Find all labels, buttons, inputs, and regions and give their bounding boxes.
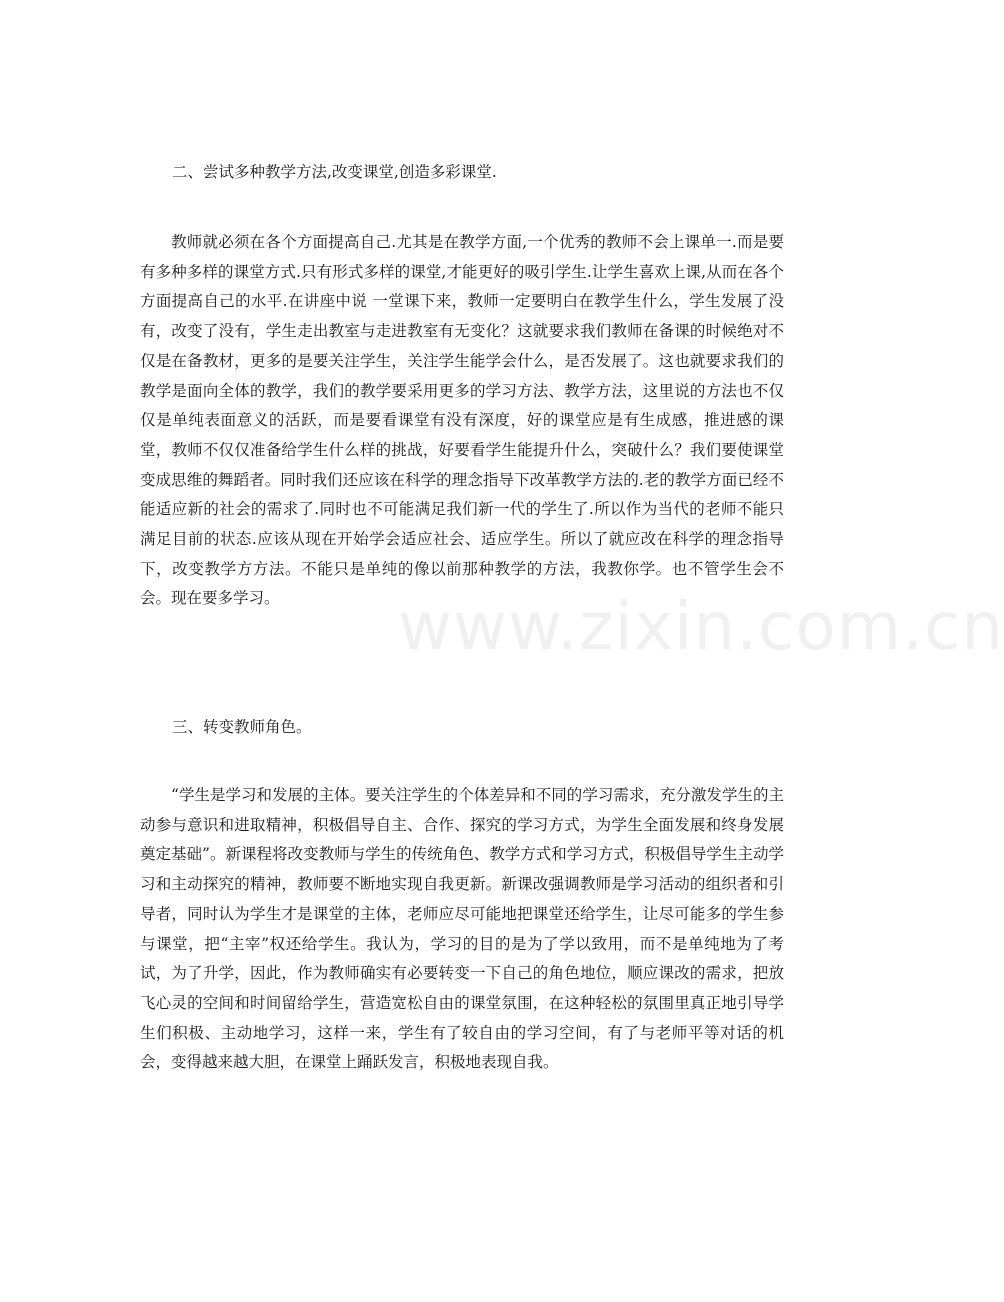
section-heading-2: 二、尝试多种教学方法,改变课堂,创造多彩课堂. [172,163,497,181]
watermark: www.zixin.com.cn [398,588,1004,665]
section-paragraph-2: 教师就必须在各个方面提高自己.尤其是在教学方面,一个优秀的教师不会上课单一.而是要有多种多样的课堂方式.只有形式多样的课堂,才能更好的吸引学生.让学生喜欢上课,从而在各个方面提高自己的水平.在讲座中说 一堂课下来，教师一定要明白在教学生什么，学生发展了没有，改变了没有，学生走出教室与走进教室有无变化？这就要求我们教师在备课的时候绝对不仅是在备教材，更多的是要关注学生，关注学生能学会什么，是否发展了。这也就要求我们的教学是面向全体的教学，我们的教学要采用更多的学习方法、教学方法，这里说的方法也不仅仅是单纯表面意义的活跃，而是要看课堂有没有深度，好的课堂应是有生成感，推进感的课堂，教师不仅仅准备给学生什么样的挑战，好要看学生能提升什么，突破什么？我们要使课堂变成思维的舞蹈者。同时我们还应该在科学的理念指导下改革教学方法的.老的教学方面已经不能适应新的社会的需求了.同时也不可能满足我们新一代的学生了.所以作为当代的老师不能只满足目前的状态.应该从现在开始学会适应社会、适应学生。所以了就应改在科学的理念指导下，改变教学方方法。不能只是单纯的像以前那种教学的方法，我教你学。也不管学生会不会。现在要多学习。 [140,233,784,608]
section-heading-3: 三、转变教师角色。 [172,718,312,736]
section-paragraph-3: “学生是学习和发展的主体。要关注学生的个体差异和不同的学习需求，充分激发学生的主动参与意识和进取精神，积极倡导自主、合作、探究的学习方式，为学生全面发展和终身发展奠定基础”。新课程将改变教师与学生的传统角色、教学方式和学习方式，积极倡导学生主动学习和主动探究的精神，教师要不断地实现自我更新。新课改强调教师是学习活动的组织者和引导者，同时认为学生才是课堂的主体，老师应尽可能地把课堂还给学生，让尽可能多的学生参与课堂，把“主宰”权还给学生。我认为，学习的目的是为了学以致用，而不是单纯地为了考试，为了升学，因此，作为教师确实有必要转变一下自己的角色地位，顺应课改的需求，把放飞心灵的空间和时间留给学生，营造宽松自由的课堂氛围，在这种轻松的氛围里真正地引导学生们积极、主动地学习，这样一来，学生有了较自由的学习空间，有了与老师平等对话的机会，变得越来越大胆，在课堂上踊跃发言，积极地表现自我。 [140,786,784,1072]
